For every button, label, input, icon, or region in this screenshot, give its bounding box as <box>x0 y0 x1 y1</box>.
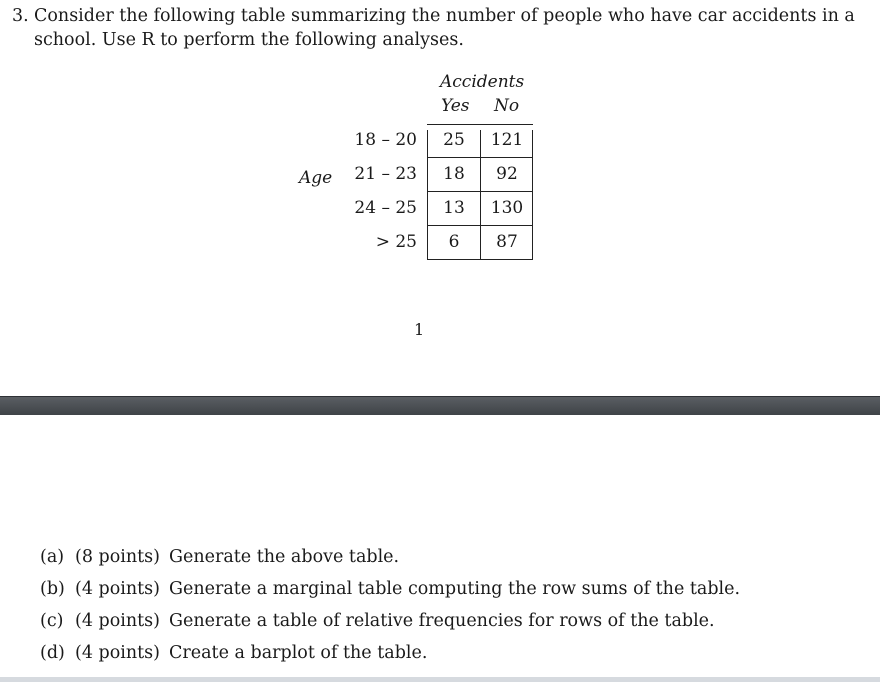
problem-text-line-1: Consider the following table summarizing the number of people who have car accidents in a <box>34 6 855 26</box>
table-row <box>0 130 880 160</box>
column-header-yes: Yes <box>441 96 470 116</box>
cell-yes: 25 <box>443 130 465 150</box>
row-group-label: Age <box>299 168 333 188</box>
part-text: Generate a marginal table computing the row sums of the table. <box>169 579 741 599</box>
column-group-label: Accidents <box>440 72 525 92</box>
cell-no: 87 <box>496 232 518 252</box>
cell-yes: 6 <box>448 232 460 252</box>
viewer-bottom-edge <box>0 677 880 682</box>
part-label: (d) <box>40 643 65 663</box>
row-label: > 25 <box>375 232 417 252</box>
part-text: Generate a table of relative frequencies for rows of the table. <box>169 611 715 631</box>
table-right-border <box>532 130 533 259</box>
part-points: (8 points) <box>75 547 160 567</box>
table-left-border <box>427 130 428 259</box>
question-parts-list <box>40 541 740 669</box>
part-text: Create a barplot of the table. <box>169 643 428 663</box>
problem-number: 3. <box>12 6 29 26</box>
table-row <box>0 198 880 228</box>
row-label: 24 – 25 <box>354 198 417 218</box>
table-row <box>0 232 880 262</box>
cell-no: 121 <box>490 130 524 150</box>
table-middle-border <box>480 130 481 259</box>
table-bottom-rule <box>427 259 533 260</box>
row-label: 21 – 23 <box>354 164 417 184</box>
cell-yes: 13 <box>443 198 465 218</box>
list-item <box>40 541 740 573</box>
part-label: (a) <box>40 547 65 567</box>
problem-text-line-2: school. Use R to perform the following analyses. <box>34 30 464 50</box>
table-top-rule <box>427 124 533 125</box>
part-points: (4 points) <box>75 579 160 599</box>
contingency-table <box>0 0 880 300</box>
page-separator <box>0 396 880 416</box>
part-label: (c) <box>40 611 64 631</box>
part-points: (4 points) <box>75 643 160 663</box>
list-item <box>40 573 740 605</box>
list-item <box>40 605 740 637</box>
part-points: (4 points) <box>75 611 160 631</box>
cell-no: 130 <box>490 198 524 218</box>
page-number: 1 <box>414 320 425 339</box>
table-row <box>0 164 880 194</box>
cell-no: 92 <box>496 164 518 184</box>
column-header-no: No <box>494 96 520 116</box>
part-text: Generate the above table. <box>169 547 400 567</box>
list-item <box>40 637 740 669</box>
part-label: (b) <box>40 579 65 599</box>
row-label: 18 – 20 <box>354 130 417 150</box>
cell-yes: 18 <box>443 164 465 184</box>
